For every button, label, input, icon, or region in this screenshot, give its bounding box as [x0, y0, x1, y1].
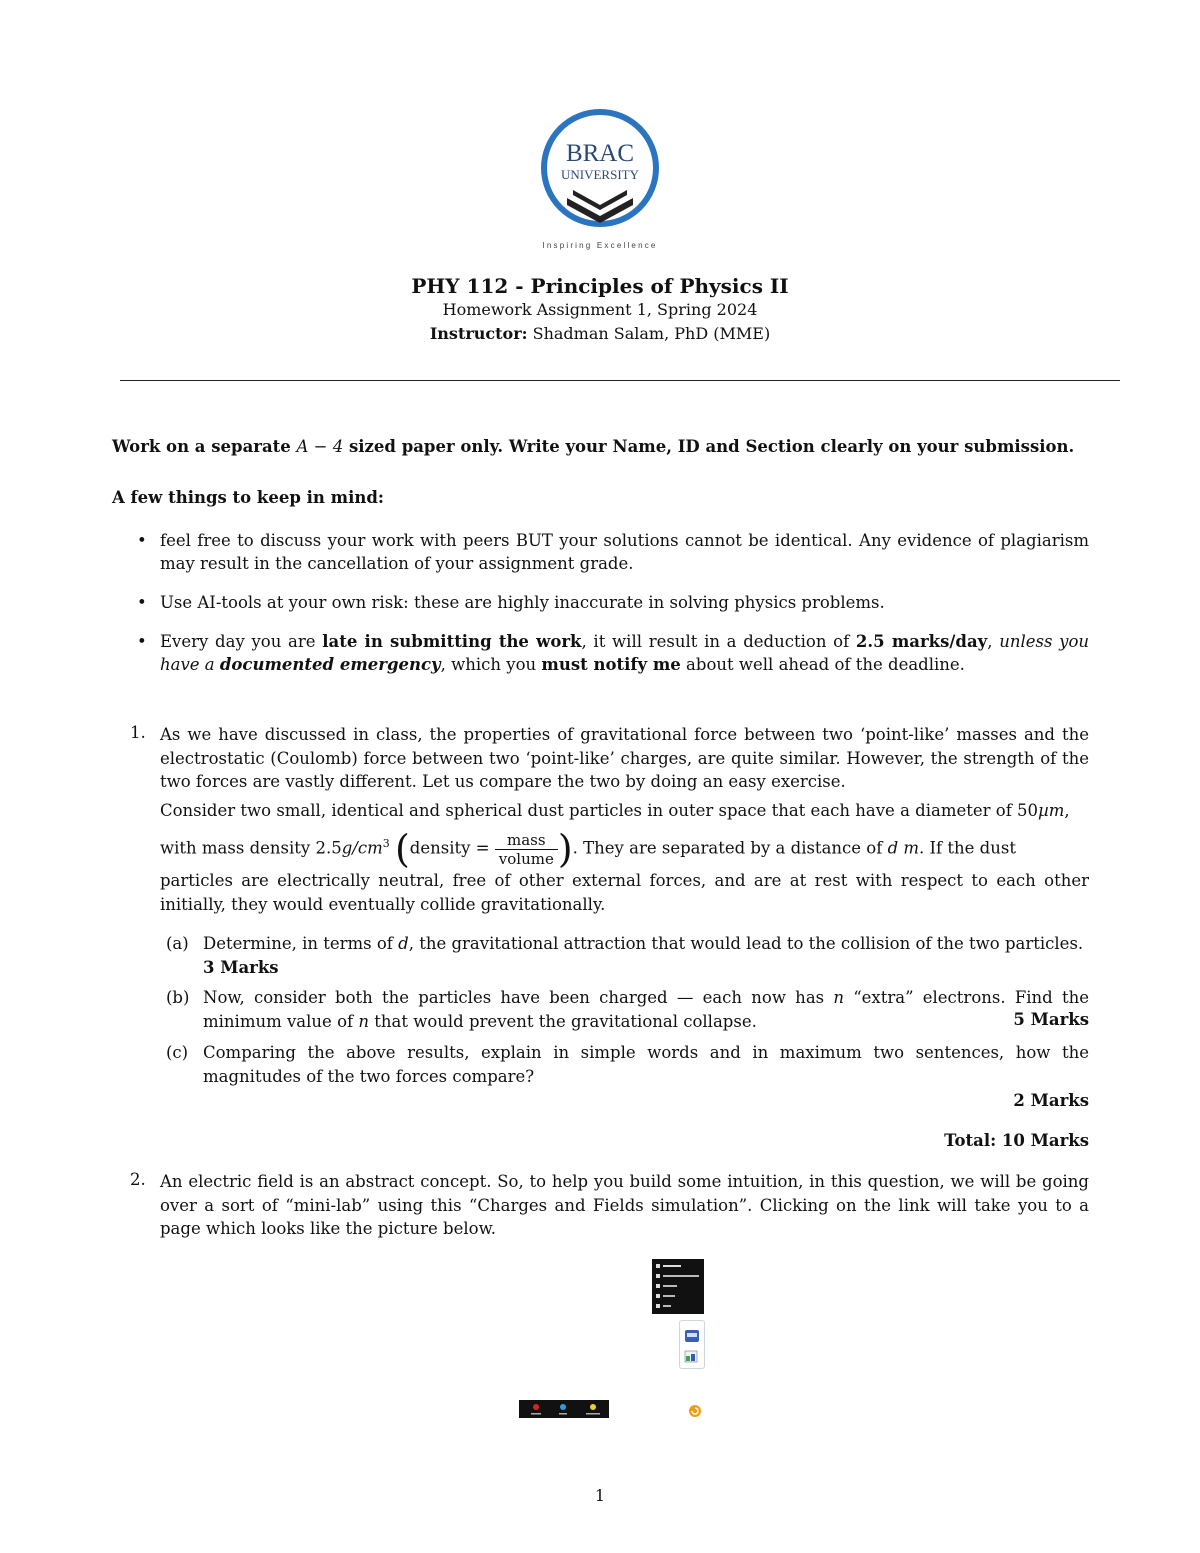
density-fraction: $\frac{\text{mass}}{\text{volume}}$: [495, 831, 558, 868]
voltmeter-icon: [680, 1321, 704, 1368]
instructor-name: Shadman Salam, PhD (MME): [532, 324, 771, 343]
instructor-line: [0, 324, 1200, 343]
logo-line2: UNIVERSITY: [561, 167, 639, 182]
question-1-density-line: with mass density $2.5g/cm^3$ (density = $\frac{\text{mass}}{\text{volume}}$ ). They are separated by a distance of d m. If the dust: [160, 827, 1016, 871]
question-1-total: Total: 10 Marks: [944, 1131, 1089, 1150]
intro-instructions: Work on a separate A − 4 sized paper only. Write your Name, ID and Section clearly on your submission.: [112, 437, 1075, 456]
question-1-conditions: particles are electrically neutral, free of other external forces, and are at rest with respect to each other initially, they would eventually collide gravitationally.: [160, 871, 1089, 914]
question-1c-marks: 2 Marks: [1013, 1091, 1089, 1110]
question-1a: (a) Determine, in terms of d, the gravitational attraction that would lead to the collision of the two particles. 3 Marks: [166, 934, 1084, 977]
question-1b: (b) Now, consider both the particles have been charged — each now has n “extra” electrons. Find the minimum value of n that would prevent the gravitational collapse.: [166, 988, 1089, 1031]
simulation-control-panel: [652, 1259, 704, 1314]
assignment-subtitle: Homework Assignment 1, Spring 2024: [442, 300, 758, 319]
charge-buttons: [519, 1400, 609, 1418]
question-2-text: An electric field is an abstract concept. So, to help you build some intuition, in this question, we will be going over a sort of “mini-lab” using this “Charges and Fields simulation”. Clicking on the link will take you to a page which looks like the picture below.: [160, 1172, 1089, 1238]
question-1c: (c) Comparing the above results, explain in simple words and in maximum two sentences, how the magnitudes of the two forces compare?: [166, 1043, 1089, 1086]
list-item: • feel free to discuss your work with peers BUT your solutions cannot be identical. Any evidence of plagiarism may result in the cancellation of your assignment grade.: [137, 531, 1089, 573]
question-2-number: 2.: [130, 1170, 146, 1189]
question-1a-marks: 3 Marks: [203, 957, 279, 977]
logo-line1: BRAC: [565, 140, 635, 167]
logo-tagline: Inspiring Excellence: [542, 241, 658, 250]
simulation-checkbox-list: [652, 1259, 704, 1314]
question-1b-marks: 5 Marks: [1013, 1010, 1089, 1029]
simulation-tools-box: [679, 1320, 705, 1369]
list-item: • Use AI-tools at your own risk: these are highly inaccurate in solving physics problems.: [137, 593, 885, 612]
charges-toolbar: [519, 1400, 609, 1418]
keep-in-mind-heading: A few things to keep in mind:: [112, 488, 384, 507]
question-1-number: 1.: [130, 723, 146, 742]
page-number: 1: [594, 1486, 606, 1505]
reset-icon: [688, 1404, 702, 1418]
list-item: • Every day you are late in submitting the work, it will result in a deduction of 2.5 marks/day, unless you have a documented emergency, which you must notify me about well ahead of the deadline.: [137, 632, 1090, 674]
brac-university-logo: [535, 106, 665, 251]
question-1-intro: As we have discussed in class, the properties of gravitational force between two ‘point-like’ masses and the electrostatic (Coulomb) force between two ‘point-like’ charges, are quite similar. However, the strength of the two forces are vastly different. Let us compare the two by doing an easy exercise.: [160, 725, 1089, 791]
course-title: PHY 112 - Principles of Physics II: [411, 274, 789, 298]
instructor-label: Instructor:: [429, 324, 528, 343]
question-1-setup: Consider two small, identical and spherical dust particles in outer space that each have a diameter of 50µm,: [160, 801, 1070, 820]
header-divider: [120, 380, 1120, 381]
